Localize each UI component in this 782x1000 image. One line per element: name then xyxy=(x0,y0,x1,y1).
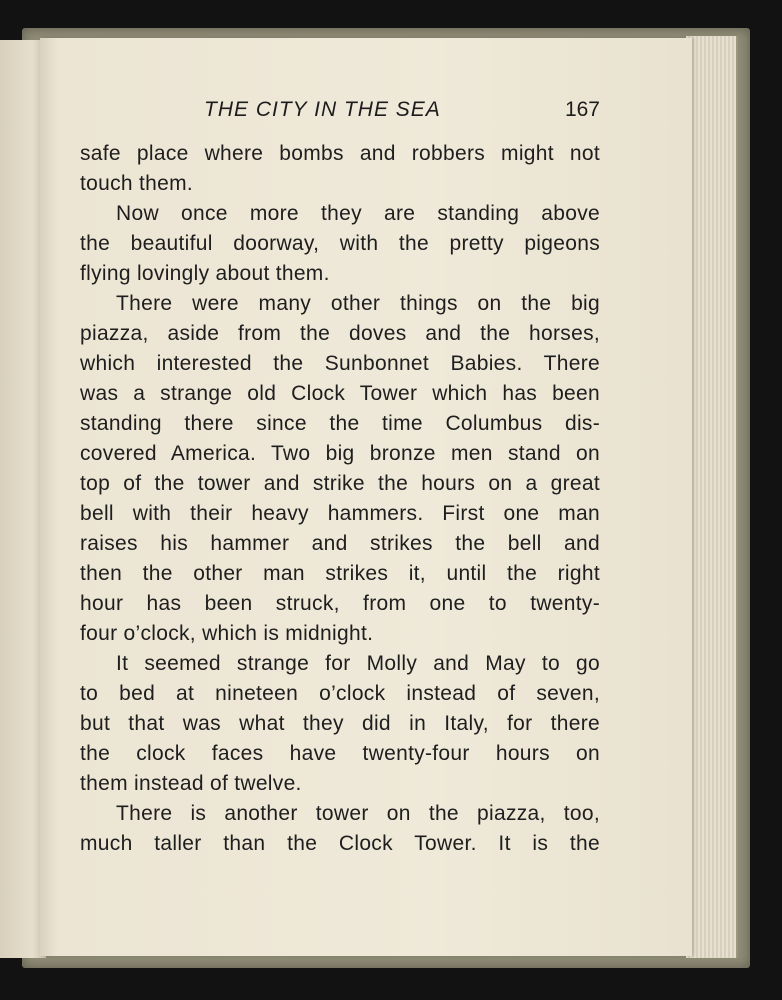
text-line: to bed at nineteen o’clock instead of seven, xyxy=(80,682,600,705)
text-line: touch them. xyxy=(80,172,194,195)
text-line: was a strange old Clock Tower which has been xyxy=(80,382,600,405)
page-edges xyxy=(686,36,738,958)
running-head xyxy=(204,98,604,128)
text-line: covered America. Two big bronze men stand on xyxy=(80,442,600,465)
text-line: flying lovingly about them. xyxy=(80,262,330,285)
page-number: 167 xyxy=(564,98,600,121)
text-line: top of the tower and strike the hours on a great xyxy=(80,472,600,495)
text-line: the clock faces have twenty-four hours on xyxy=(80,742,600,765)
text-line: bell with their heavy hammers. First one man xyxy=(80,502,600,525)
text-line: much taller than the Clock Tower. It is the xyxy=(80,832,600,855)
text-line: safe place where bombs and robbers might not xyxy=(80,142,600,165)
text-line: four o’clock, which is midnight. xyxy=(80,622,374,645)
text-line: hour has been struck, from one to twenty- xyxy=(80,592,600,615)
text-line: Now once more they are standing above xyxy=(116,202,600,225)
running-title: THE CITY IN THE SEA xyxy=(204,98,441,121)
text-line: There were many other things on the big xyxy=(116,292,600,315)
text-line: then the other man strikes it, until the right xyxy=(80,562,600,585)
text-line: but that was what they did in Italy, for there xyxy=(80,712,600,735)
text-line: which interested the Sunbonnet Babies. There xyxy=(80,352,600,375)
text-line: raises his hammer and strikes the bell and xyxy=(80,532,600,555)
text-line: piazza, aside from the doves and the horses, xyxy=(80,322,600,345)
text-line: the beautiful doorway, with the pretty pigeons xyxy=(80,232,600,255)
text-line: standing there since the time Columbus dis- xyxy=(80,412,600,435)
text-line: There is another tower on the piazza, too, xyxy=(116,802,600,825)
text-line: It seemed strange for Molly and May to go xyxy=(116,652,600,675)
text-line: them instead of twelve. xyxy=(80,772,302,795)
